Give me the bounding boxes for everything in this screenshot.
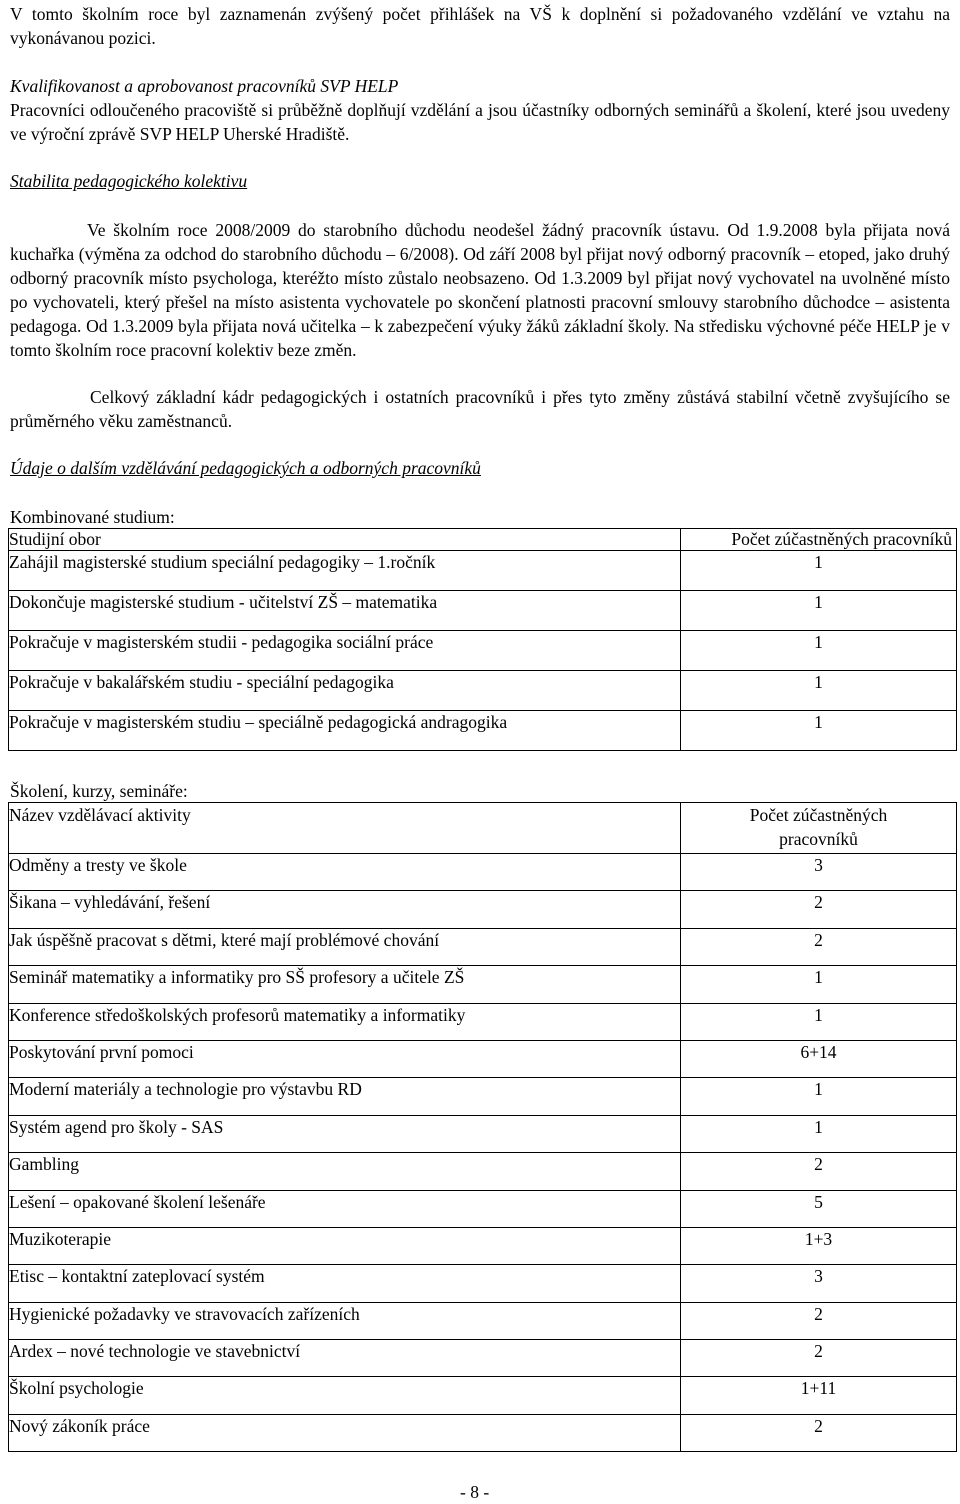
trainings-title: Školení, kurzy, semináře:	[10, 781, 188, 801]
table-row	[9, 591, 957, 631]
row-value: 1	[681, 591, 957, 631]
table-row	[9, 1003, 957, 1040]
row-label: Systém agend pro školy - SAS	[9, 1115, 681, 1152]
row-label: Ardex – nové technologie ve stavebnictví	[9, 1340, 681, 1377]
column-header-field: Studijní obor	[9, 529, 681, 551]
row-value: 2	[681, 1302, 957, 1339]
row-value: 1	[681, 631, 957, 671]
table-row	[9, 1377, 957, 1414]
table-row	[9, 966, 957, 1003]
table-row	[9, 1040, 957, 1077]
page-number: - 8 -	[460, 1482, 490, 1502]
table-row	[9, 1227, 957, 1264]
row-label: Poskytování první pomoci	[9, 1040, 681, 1077]
combined-study-title: Kombinované studium:	[10, 507, 175, 527]
table-header-row	[9, 529, 957, 551]
row-label: Zahájil magisterské studium speciální pedagogiky – 1.ročník	[9, 551, 681, 591]
row-label: Gambling	[9, 1153, 681, 1190]
table-row	[9, 711, 957, 751]
paragraph-core-staff: Celkový základní kádr pedagogických i ostatních pracovníků i přes tyto změny zůstává stabilní včetně zvyšujícího se průměrného věku zaměstnanců.	[10, 387, 950, 431]
row-label: Lešení – opakované školení lešenáře	[9, 1190, 681, 1227]
row-label: Dokončuje magisterské studium - učitelství ZŠ – matematika	[9, 591, 681, 631]
row-label: Moderní materiály a technologie pro výstavbu RD	[9, 1078, 681, 1115]
row-value: 1	[681, 711, 957, 751]
column-header-count: Počet zúčastněných pracovníků	[681, 803, 957, 854]
row-value: 3	[681, 854, 957, 891]
row-value: 1	[681, 1078, 957, 1115]
table-row	[9, 1153, 957, 1190]
heading-stability: Stabilita pedagogického kolektivu	[10, 171, 248, 191]
row-value: 1	[681, 551, 957, 591]
row-value: 2	[681, 1414, 957, 1451]
row-label: Muzikoterapie	[9, 1227, 681, 1264]
table-row	[9, 1302, 957, 1339]
row-label: Odměny a tresty ve škole	[9, 854, 681, 891]
table-row	[9, 891, 957, 928]
table-row	[9, 928, 957, 965]
row-value: 2	[681, 891, 957, 928]
heading-qualification: Kvalifikovanost a aprobovanost pracovníků SVP HELP	[10, 76, 399, 96]
row-label: Hygienické požadavky ve stravovacích zařízeních	[9, 1302, 681, 1339]
row-value: 1+3	[681, 1227, 957, 1264]
table-row	[9, 551, 957, 591]
paragraph-stability: Ve školním roce 2008/2009 do starobního důchodu neodešel žádný pracovník ústavu. Od 1.9.2008 byla přijata nová kuchařka (výměna za odchod do starobního důchodu – 6/2008). Od září 2008 byl přijat nový odborný pracovník – etoped, jako druhý odborný pracovník místo psychologa, kteréžto místo zůstalo neobsazeno. Od 1.3.2009 byl přijat nový vychovatel na uvolněné místo po vychovateli, který přešel na místo asistenta vychovatele po skončení platnosti pracovní smlouvy starobního důchodce – asistenta pedagoga. Od 1.3.2009 byla přijata nová učitelka – k zabezpečení výuky žáků základní školy. Na středisku výchovné péče HELP je v tomto školním roce pracovní kolektiv beze změn.	[10, 220, 950, 360]
column-header-name: Název vzdělávací aktivity	[9, 803, 681, 854]
column-header-count: Počet zúčastněných pracovníků	[681, 529, 957, 551]
combined-study-table	[8, 528, 957, 751]
row-label: Školní psychologie	[9, 1377, 681, 1414]
row-label: Etisc – kontaktní zateplovací systém	[9, 1265, 681, 1302]
row-value: 1	[681, 1003, 957, 1040]
row-value: 2	[681, 928, 957, 965]
table-row	[9, 1265, 957, 1302]
table-row	[9, 1115, 957, 1152]
row-value: 2	[681, 1153, 957, 1190]
table-row	[9, 671, 957, 711]
row-value: 1	[681, 966, 957, 1003]
row-label: Nový zákoník práce	[9, 1414, 681, 1451]
paragraph-intro: V tomto školním roce byl zaznamenán zvýšený počet přihlášek na VŠ k doplnění si požadovaného vzdělání ve vztahu na vykonávanou pozici.	[10, 4, 950, 48]
heading-education: Údaje o dalším vzdělávání pedagogických a odborných pracovníků	[10, 458, 481, 478]
table-row	[9, 1078, 957, 1115]
row-label: Pokračuje v magisterském studiu – speciálně pedagogická andragogika	[9, 711, 681, 751]
row-label: Pokračuje v bakalářském studiu - speciální pedagogika	[9, 671, 681, 711]
row-label: Pokračuje v magisterském studii - pedagogika sociální práce	[9, 631, 681, 671]
row-label: Konference středoškolských profesorů matematiky a informatiky	[9, 1003, 681, 1040]
row-label: Seminář matematiky a informatiky pro SŠ profesory a učitele ZŠ	[9, 966, 681, 1003]
table-row	[9, 1190, 957, 1227]
table-row	[9, 1340, 957, 1377]
row-value: 5	[681, 1190, 957, 1227]
row-value: 1	[681, 671, 957, 711]
row-value: 3	[681, 1265, 957, 1302]
paragraph-qualification: Pracovníci odloučeného pracoviště si průběžně doplňují vzdělání a jsou účastníky odborných seminářů a školení, které jsou uvedeny ve výroční zprávě SVP HELP Uherské Hradiště.	[10, 100, 950, 144]
row-value: 1	[681, 1115, 957, 1152]
row-label: Šikana – vyhledávání, řešení	[9, 891, 681, 928]
table-row	[9, 854, 957, 891]
row-value: 2	[681, 1340, 957, 1377]
row-value: 1+11	[681, 1377, 957, 1414]
trainings-table	[8, 802, 957, 1452]
table-row	[9, 1414, 957, 1451]
row-value: 6+14	[681, 1040, 957, 1077]
table-header-row	[9, 803, 957, 854]
table-row	[9, 631, 957, 671]
row-label: Jak úspěšně pracovat s dětmi, které mají problémové chování	[9, 928, 681, 965]
